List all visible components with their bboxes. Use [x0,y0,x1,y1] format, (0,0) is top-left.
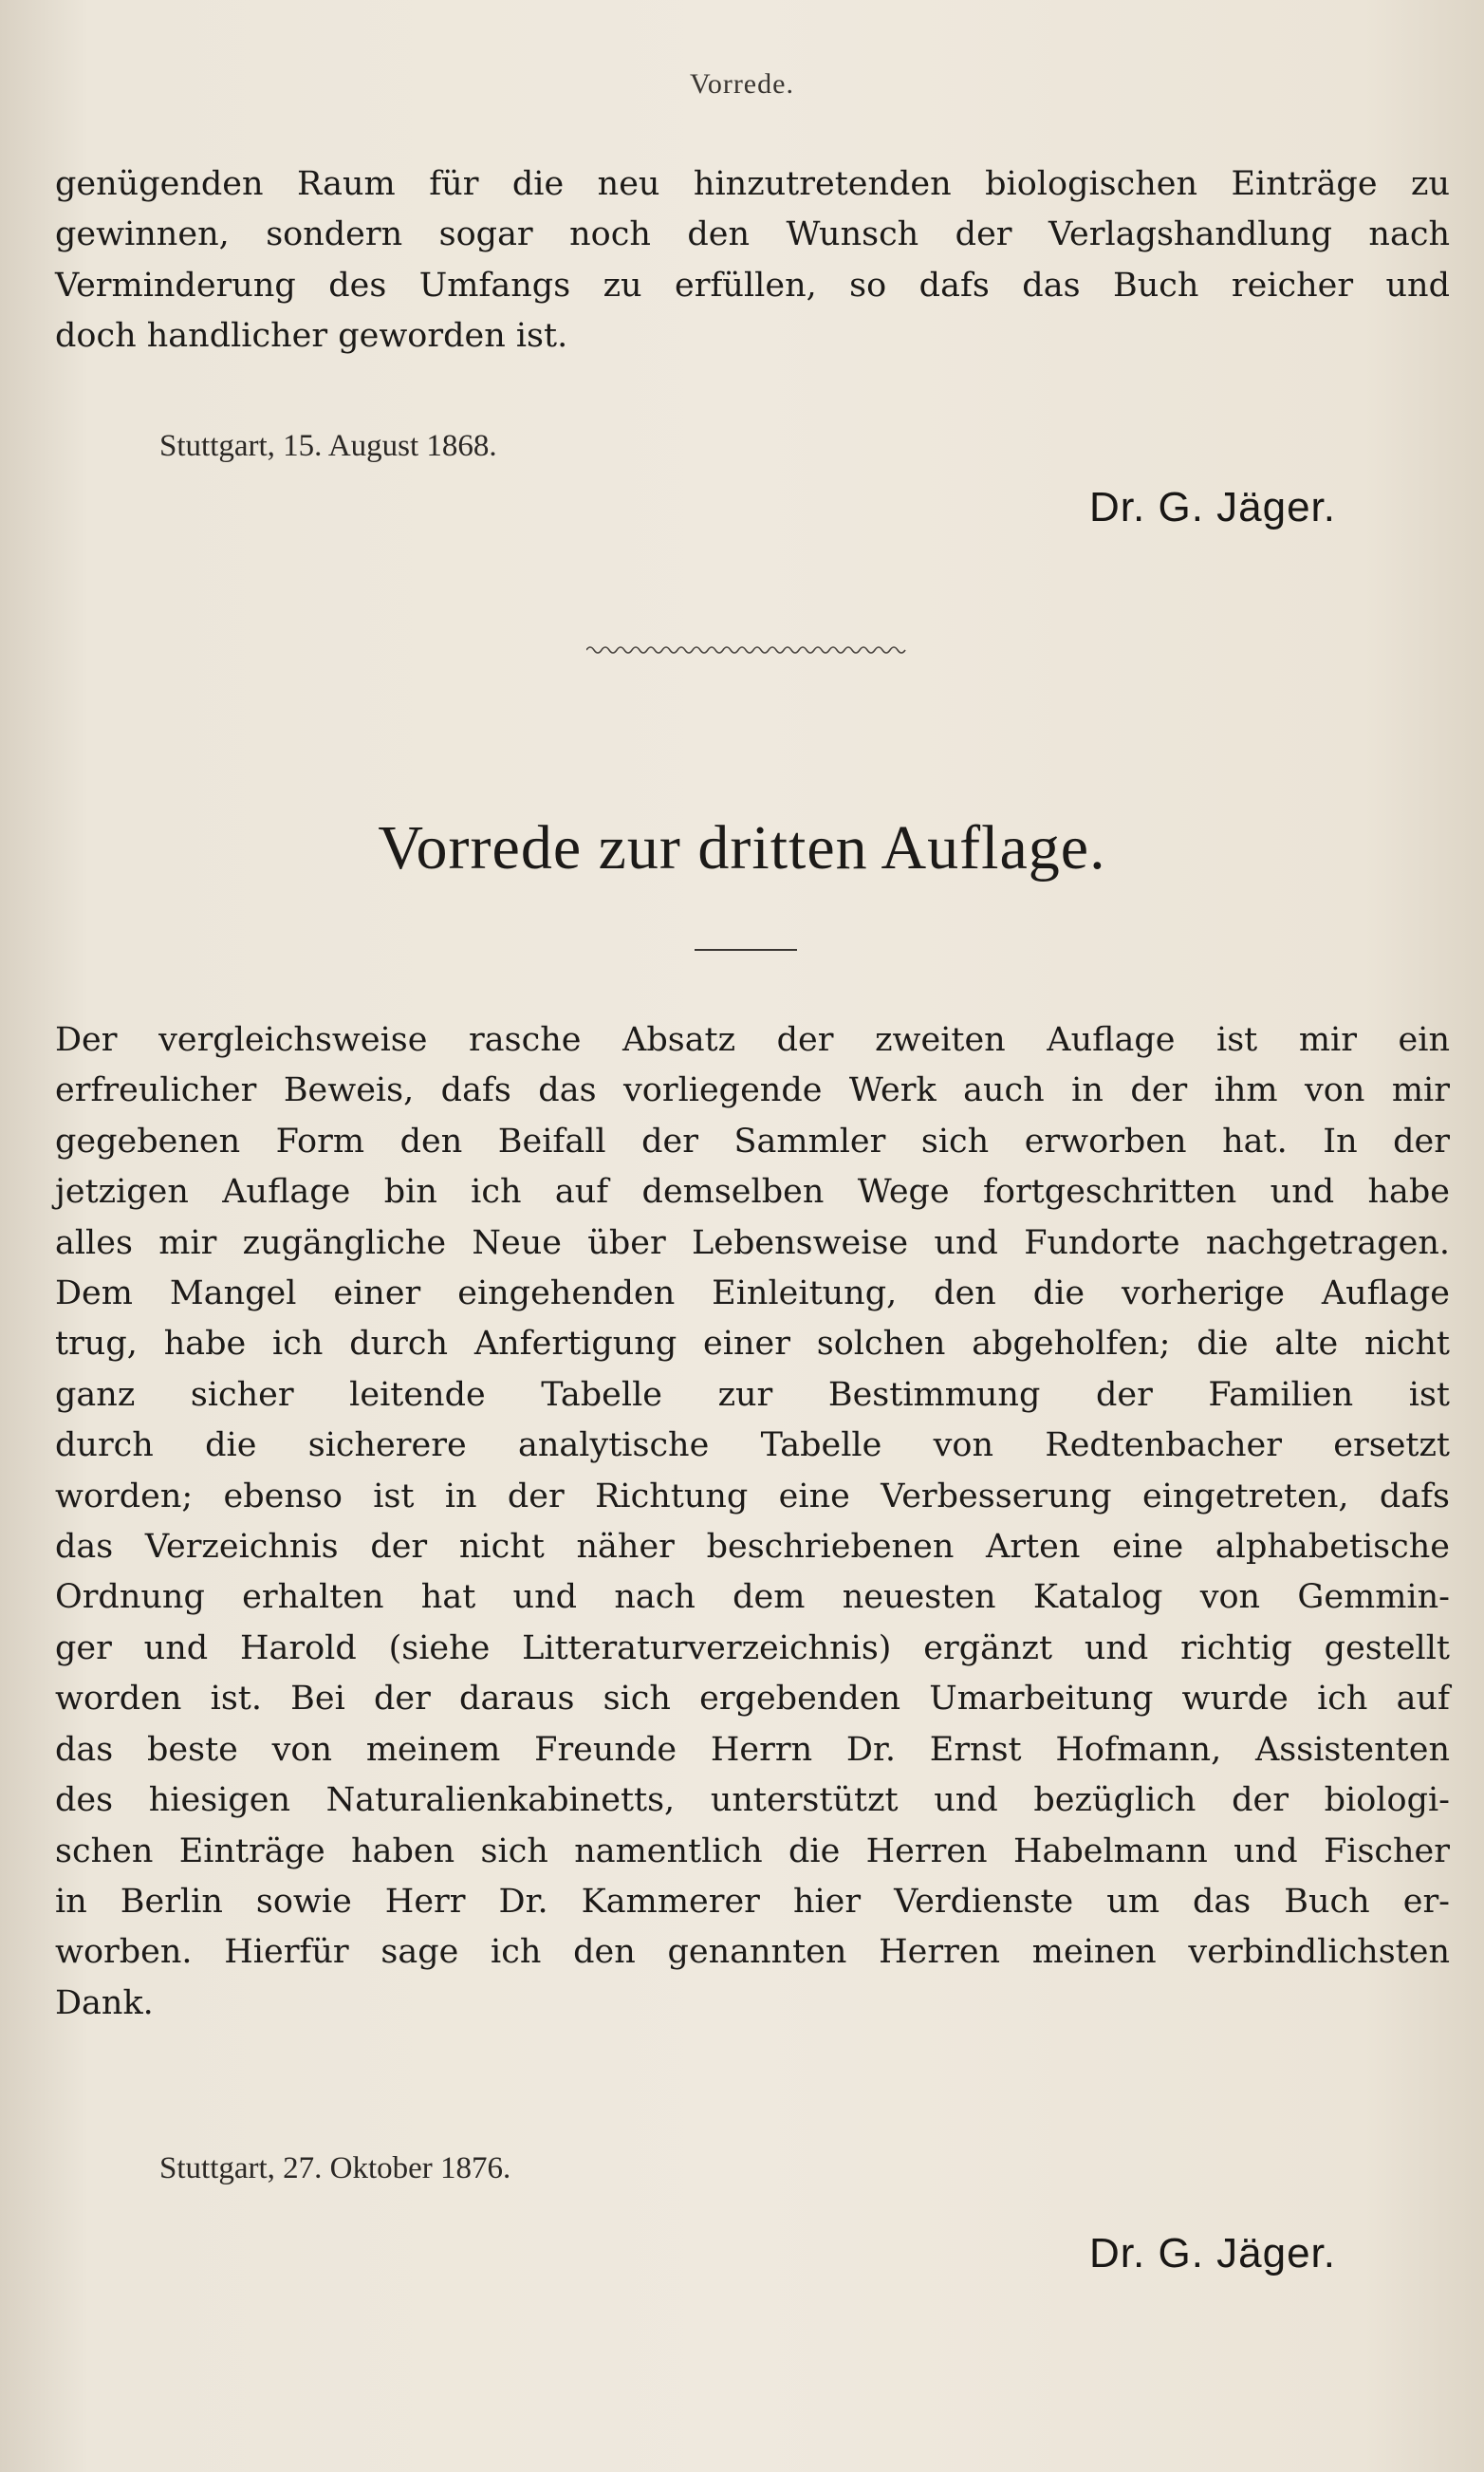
text-line: in Berlin sowie Herr Dr. Kammerer hier Verdienste um das Buch er- [55,1882,1450,1921]
text-line: das beste von meinem Freunde Herrn Dr. Ernst Hofmann, Assistenten [55,1730,1450,1769]
text-line: gegebenen Form den Beifall der Sammler sich erworben hat. In der [55,1122,1450,1161]
dateline-1876: Stuttgart, 27. Oktober 1876. [159,2151,511,2185]
third-edition-preface-paragraph [55,1015,1450,2029]
section-title: Vorrede zur dritten Auflage. [378,813,1106,883]
text-line: worben. Hierfür sage ich den genannten Herren meinen verbindlichsten [55,1933,1450,1972]
text-line: alles mir zugängliche Neue über Lebensweise und Fundorte nachgetragen. [55,1223,1450,1262]
text-line: jetzigen Auflage bin ich auf demselben Wege fortgeschritten und habe [55,1173,1450,1212]
text-line: das Verzeichnis der nicht näher beschriebenen Arten eine alphabetische [55,1528,1450,1567]
text-line: ger und Harold (siehe Litteraturverzeichnis) ergänzt und richtig gestellt [55,1628,1450,1667]
text-line: durch die sicherere analytische Tabelle von Redtenbacher ersetzt [55,1426,1450,1465]
text-line: Ordnung erhalten hat und nach dem neuesten Katalog von Gemmin- [55,1578,1450,1617]
text-line: worden; ebenso ist in der Richtung eine Verbesserung eingetreten, dafs [55,1477,1450,1515]
running-head: Vorrede. [690,68,794,100]
text-line: Dank. [55,1983,154,2022]
signature-1868: Dr. G. Jäger. [1089,484,1336,530]
dateline-1868: Stuttgart, 15. August 1868. [159,429,497,463]
text-line: Verminderung des Umfangs zu erfüllen, so dafs das Buch reicher und [55,266,1450,305]
text-line: gewinnen, sondern sogar noch den Wunsch der Verlagshandlung nach [55,215,1450,254]
text-line: des hiesigen Naturalienkabinetts, unterstützt und bezüglich der biologi- [55,1781,1450,1820]
text-line: genügenden Raum für die neu hinzutretenden biologischen Einträge zu [55,165,1450,203]
signature-1876: Dr. G. Jäger. [1089,2230,1336,2277]
preface-continuation-paragraph [55,159,1450,362]
text-line: worden ist. Bei der daraus sich ergebenden Umarbeitung wurde ich auf [55,1680,1450,1719]
text-line: ganz sicher leitende Tabelle zur Bestimmung der Familien ist [55,1375,1450,1414]
text-line: Der vergleichsweise rasche Absatz der zweiten Auflage ist mir ein [55,1021,1450,1059]
text-line: doch handlicher geworden ist. [55,317,568,356]
text-line: schen Einträge haben sich namentlich die Herren Habelmann und Fischer [55,1831,1450,1870]
text-line: trug, habe ich durch Anfertigung einer solchen abgeholfen; die alte nicht [55,1325,1450,1364]
title-rule [695,949,797,951]
wavy-ornament-divider [586,643,909,657]
text-line: Dem Mangel einer eingehenden Einleitung, den die vorherige Auflage [55,1274,1450,1313]
text-line: erfreulicher Beweis, dafs das vorliegende Werk auch in der ihm von mir [55,1071,1450,1110]
